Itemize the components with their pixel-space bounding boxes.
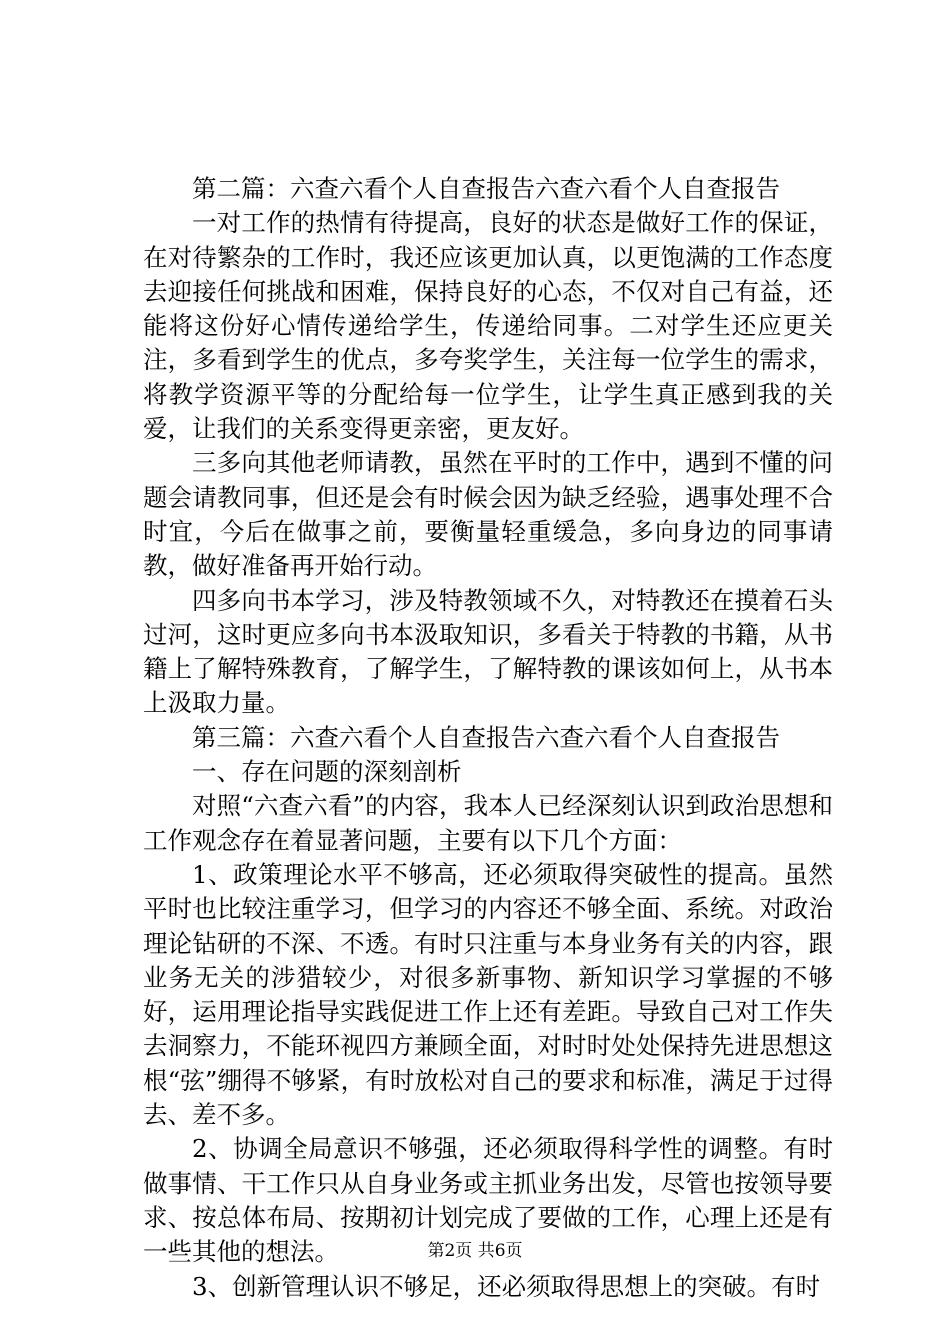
page-footer (0, 1241, 950, 1261)
document-body (143, 172, 833, 1304)
section-heading-2: 第二篇：六查六看个人自查报告六查六看个人自查报告 (192, 174, 780, 203)
subsection-heading: 一、存在问题的深刻剖析 (192, 757, 462, 787)
body-paragraph: 三多向其他老师请教，虽然在平时的工作中，遇到不懂的问题会请教同事，但还是会有时候会因为缺乏经验，遇事处理不合时宜，今后在做事之前，要衡量轻重缓急，多向身边的同事请教，做好准备再开始行动。 (143, 448, 833, 581)
body-paragraph: 2、协调全局意识不够强，还必须取得科学性的调整。有时做事情、干工作只从自身业务或主抓业务出发，尽管也按领导要求、按总体布局、按期初计划完成了要做的工作，心理上还是有一些其他的想法。 (143, 1134, 833, 1267)
body-paragraph: 一对工作的热情有待提高，良好的状态是做好工作的保证，在对待繁杂的工作时，我还应该更加认真，以更饱满的工作态度去迎接任何挑战和困难，保持良好的心态，不仅对自己有益，还能将这份好心情传递给学生，传递给同事。二对学生还应更关注，多看到学生的优点，多夸奖学生，关注每一位学生的需求，将教学资源平等的分配给每一位学生，让学生真正感到我的关爱，让我们的关系变得更亲密，更友好。 (143, 208, 833, 444)
body-paragraph: 1、政策理论水平不够高，还必须取得突破性的提高。虽然平时也比较注重学习，但学习的内容还不够全面、系统。对政治理论钻研的不深、不透。有时只注重与本身业务有关的内容，跟业务无关的涉猎较少，对很多新事物、新知识学习掌握的不够好，运用理论指导实践促进工作上还有差距。导致自己对工作失去洞察力，不能环视四方兼顾全面，对时时处处保持先进思想这根“弦”绷得不够紧，有时放松对自己的要求和标准，满足于过得去、差不多。 (143, 859, 833, 1130)
section-heading-3: 第三篇：六查六看个人自查报告六查六看个人自查报告 (192, 722, 780, 752)
body-paragraph: 四多向书本学习，涉及特教领域不久，对特教还在摸着石头过河，这时更应多向书本汲取知识，多看关于特教的书籍，从书籍上了解特殊教育，了解学生，了解特教的课该如何上，从书本上汲取力量。 (143, 585, 833, 718)
body-paragraph: 3、创新管理认识不够足，还必须取得思想上的突破。有时 (192, 1271, 821, 1301)
body-paragraph: 对照“六查六看”的内容，我本人已经深刻认识到政治思想和工作观念存在着显著问题，主要有以下几个方面： (143, 791, 833, 855)
page-number-indicator: 第2页 共6页 (427, 1241, 523, 1261)
